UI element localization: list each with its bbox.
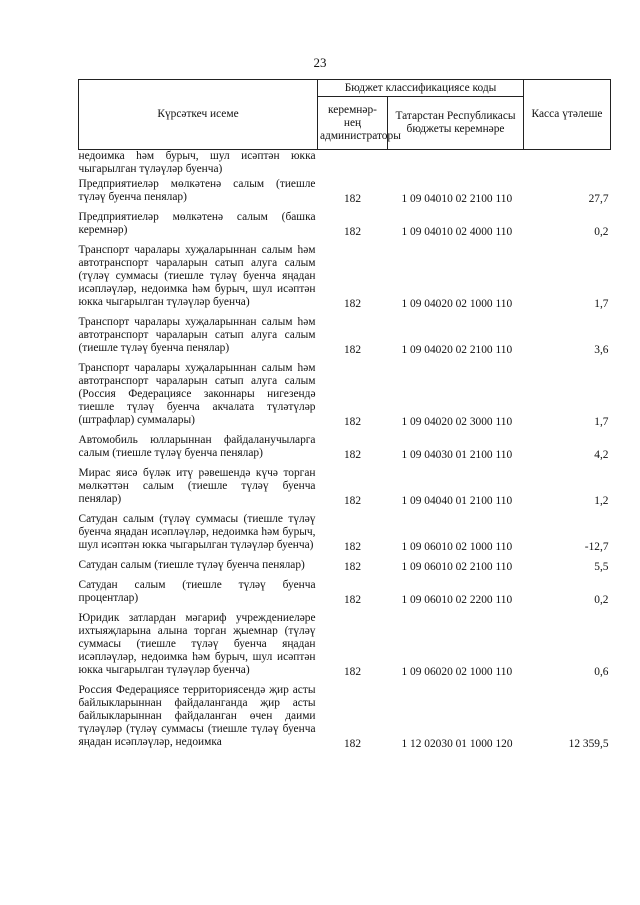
table-row	[79, 244, 611, 311]
table-row	[79, 513, 611, 554]
cell-cash-execution: 1,7	[594, 298, 609, 310]
cell-indicator-name: недоимка һәм бурыч, шул исәптән юкка чыгарылган түләүләр буенча)	[78, 150, 316, 175]
header-budget-revenues: Татарстан Республикасы бюджеты керемнәре	[388, 97, 524, 150]
cell-budget-code: 1 12 02030 01 1000 120	[401, 738, 513, 750]
cell-administrator: 182	[343, 594, 362, 606]
table-row	[79, 150, 611, 179]
cell-administrator: 182	[343, 495, 362, 507]
cell-budget-code: 1 09 04020 02 1000 110	[401, 298, 513, 310]
cell-administrator: 182	[343, 416, 362, 428]
cell-indicator-name: Транспорт чаралары хуҗаларыннан салым һәм автотранспорт чараларын сатып алуга салым (түләү суммасы (тиешле түләү буенча яңадан исәпләүләр, недоимка һәм бурыч, шул исәптән юкка чыгарылган түләүләр буенча)	[78, 244, 316, 308]
cell-cash-execution: 0,6	[594, 666, 609, 678]
cell-indicator-name: Сатудан салым (тиешле түләү буенча процентлар)	[78, 579, 316, 604]
cell-indicator-name: Автомобиль юлларыннан файдаланучыларга салым (тиешле түләү буенча пенялар)	[78, 434, 316, 459]
cell-indicator-name: Транспорт чаралары хуҗаларыннан салым һәм автотранспорт чараларын сатып алуга салым (Россия Федерациясе законнары нигезендә тиешле түләү буенча акчалата түләтүләр (штрафлар) суммалары)	[78, 362, 316, 426]
table-row	[79, 684, 611, 751]
page-number: 23	[313, 55, 327, 70]
cell-indicator-name: Транспорт чаралары хуҗаларыннан салым һәм автотранспорт чараларын сатып алуга салым (тиешле түләү буенча пенялар)	[78, 316, 316, 354]
cell-indicator-name: Мирас яисә бүләк итү рәвешендә күчә торган мөлкәттән салым (тиешле түләү буенча пенялар)	[78, 467, 316, 505]
cell-administrator	[318, 150, 388, 179]
table-body	[79, 150, 611, 752]
cell-administrator: 182	[343, 541, 362, 553]
table-row	[79, 362, 611, 429]
cell-administrator: 182	[343, 298, 362, 310]
cell-indicator-name: Предприятиеләр мөлкәтенә салым (тиешле түләү буенча пенялар)	[78, 178, 316, 203]
cell-budget-code: 1 09 06010 02 2200 110	[401, 594, 513, 606]
cell-cash-execution: 1,2	[594, 495, 609, 507]
cell-cash-execution: 12 359,5	[568, 738, 609, 750]
header-cash-execution: Касса үтәлеше	[524, 80, 611, 150]
cell-administrator: 182	[343, 193, 362, 205]
cell-cash-execution: 27,7	[588, 193, 609, 205]
cell-budget-code: 1 09 06010 02 2100 110	[401, 561, 513, 573]
table-row	[79, 467, 611, 508]
budget-revenue-table	[78, 79, 611, 751]
table-row	[79, 211, 611, 239]
cell-budget-code	[388, 150, 524, 179]
table-header	[79, 80, 611, 150]
cell-indicator-name: Предприятиеләр мөлкәтенә салым (башка керемнәр)	[78, 211, 316, 236]
cell-cash-execution: 3,6	[594, 344, 609, 356]
header-budget-code-group: Бюджет классификациясе коды	[318, 80, 524, 97]
table-row	[79, 316, 611, 357]
table-row	[79, 559, 611, 574]
table-row	[79, 434, 611, 462]
cell-budget-code: 1 09 04020 02 2100 110	[401, 344, 513, 356]
cell-cash-execution: 1,7	[594, 416, 609, 428]
cell-cash-execution: 0,2	[594, 594, 609, 606]
cell-budget-code: 1 09 04010 02 4000 110	[401, 226, 513, 238]
cell-cash-execution: -12,7	[584, 541, 609, 553]
cell-administrator: 182	[343, 561, 362, 573]
cell-administrator: 182	[343, 666, 362, 678]
cell-budget-code: 1 09 04010 02 2100 110	[401, 193, 513, 205]
cell-cash-execution: 5,5	[594, 561, 609, 573]
cell-administrator: 182	[343, 449, 362, 461]
cell-administrator: 182	[343, 226, 362, 238]
cell-cash-execution: 0,2	[594, 226, 609, 238]
table-row	[79, 178, 611, 206]
cell-budget-code: 1 09 06020 02 1000 110	[401, 666, 513, 678]
cell-budget-code: 1 09 06010 02 1000 110	[401, 541, 513, 553]
cell-budget-code: 1 09 04030 01 2100 110	[401, 449, 513, 461]
header-administrators: керемнәр-нең администраторы	[318, 97, 388, 150]
cell-administrator: 182	[343, 344, 362, 356]
cell-cash-execution	[524, 150, 611, 179]
cell-indicator-name: Россия Федерациясе территориясендә җир асты байлыкларыннан файдаланганда җир асты байлыкларыннан файдаланган өчен даими түләүләр (түләү суммасы (тиешле түләү буенча яңадан исәпләүләр, недоимка	[78, 684, 316, 748]
cell-budget-code: 1 09 04040 01 2100 110	[401, 495, 513, 507]
table-row	[79, 579, 611, 607]
cell-administrator: 182	[343, 738, 362, 750]
cell-indicator-name: Сатудан салым (түләү суммасы (тиешле түләү буенча яңадан исәпләүләр, недоимка һәм бурыч, шул исәптән юкка чыгарылган түләүләр буенча)	[78, 513, 316, 551]
cell-indicator-name: Сатудан салым (тиешле түләү буенча пенялар)	[78, 559, 305, 571]
cell-budget-code: 1 09 04020 02 3000 110	[401, 416, 513, 428]
cell-indicator-name: Юридик затлардан мәгариф учреждениеләре ихтыяҗларына алына торган җыемнар (түләү суммасы (тиешле түләү буенча яңадан исәпләүләр, недоимка һәм бурыч, шул исәптән юкка чыгарылган түләүләр буенча)	[78, 612, 316, 676]
cell-cash-execution: 4,2	[594, 449, 609, 461]
table-row	[79, 612, 611, 679]
header-indicator-name: Күрсәткеч исеме	[79, 80, 318, 150]
